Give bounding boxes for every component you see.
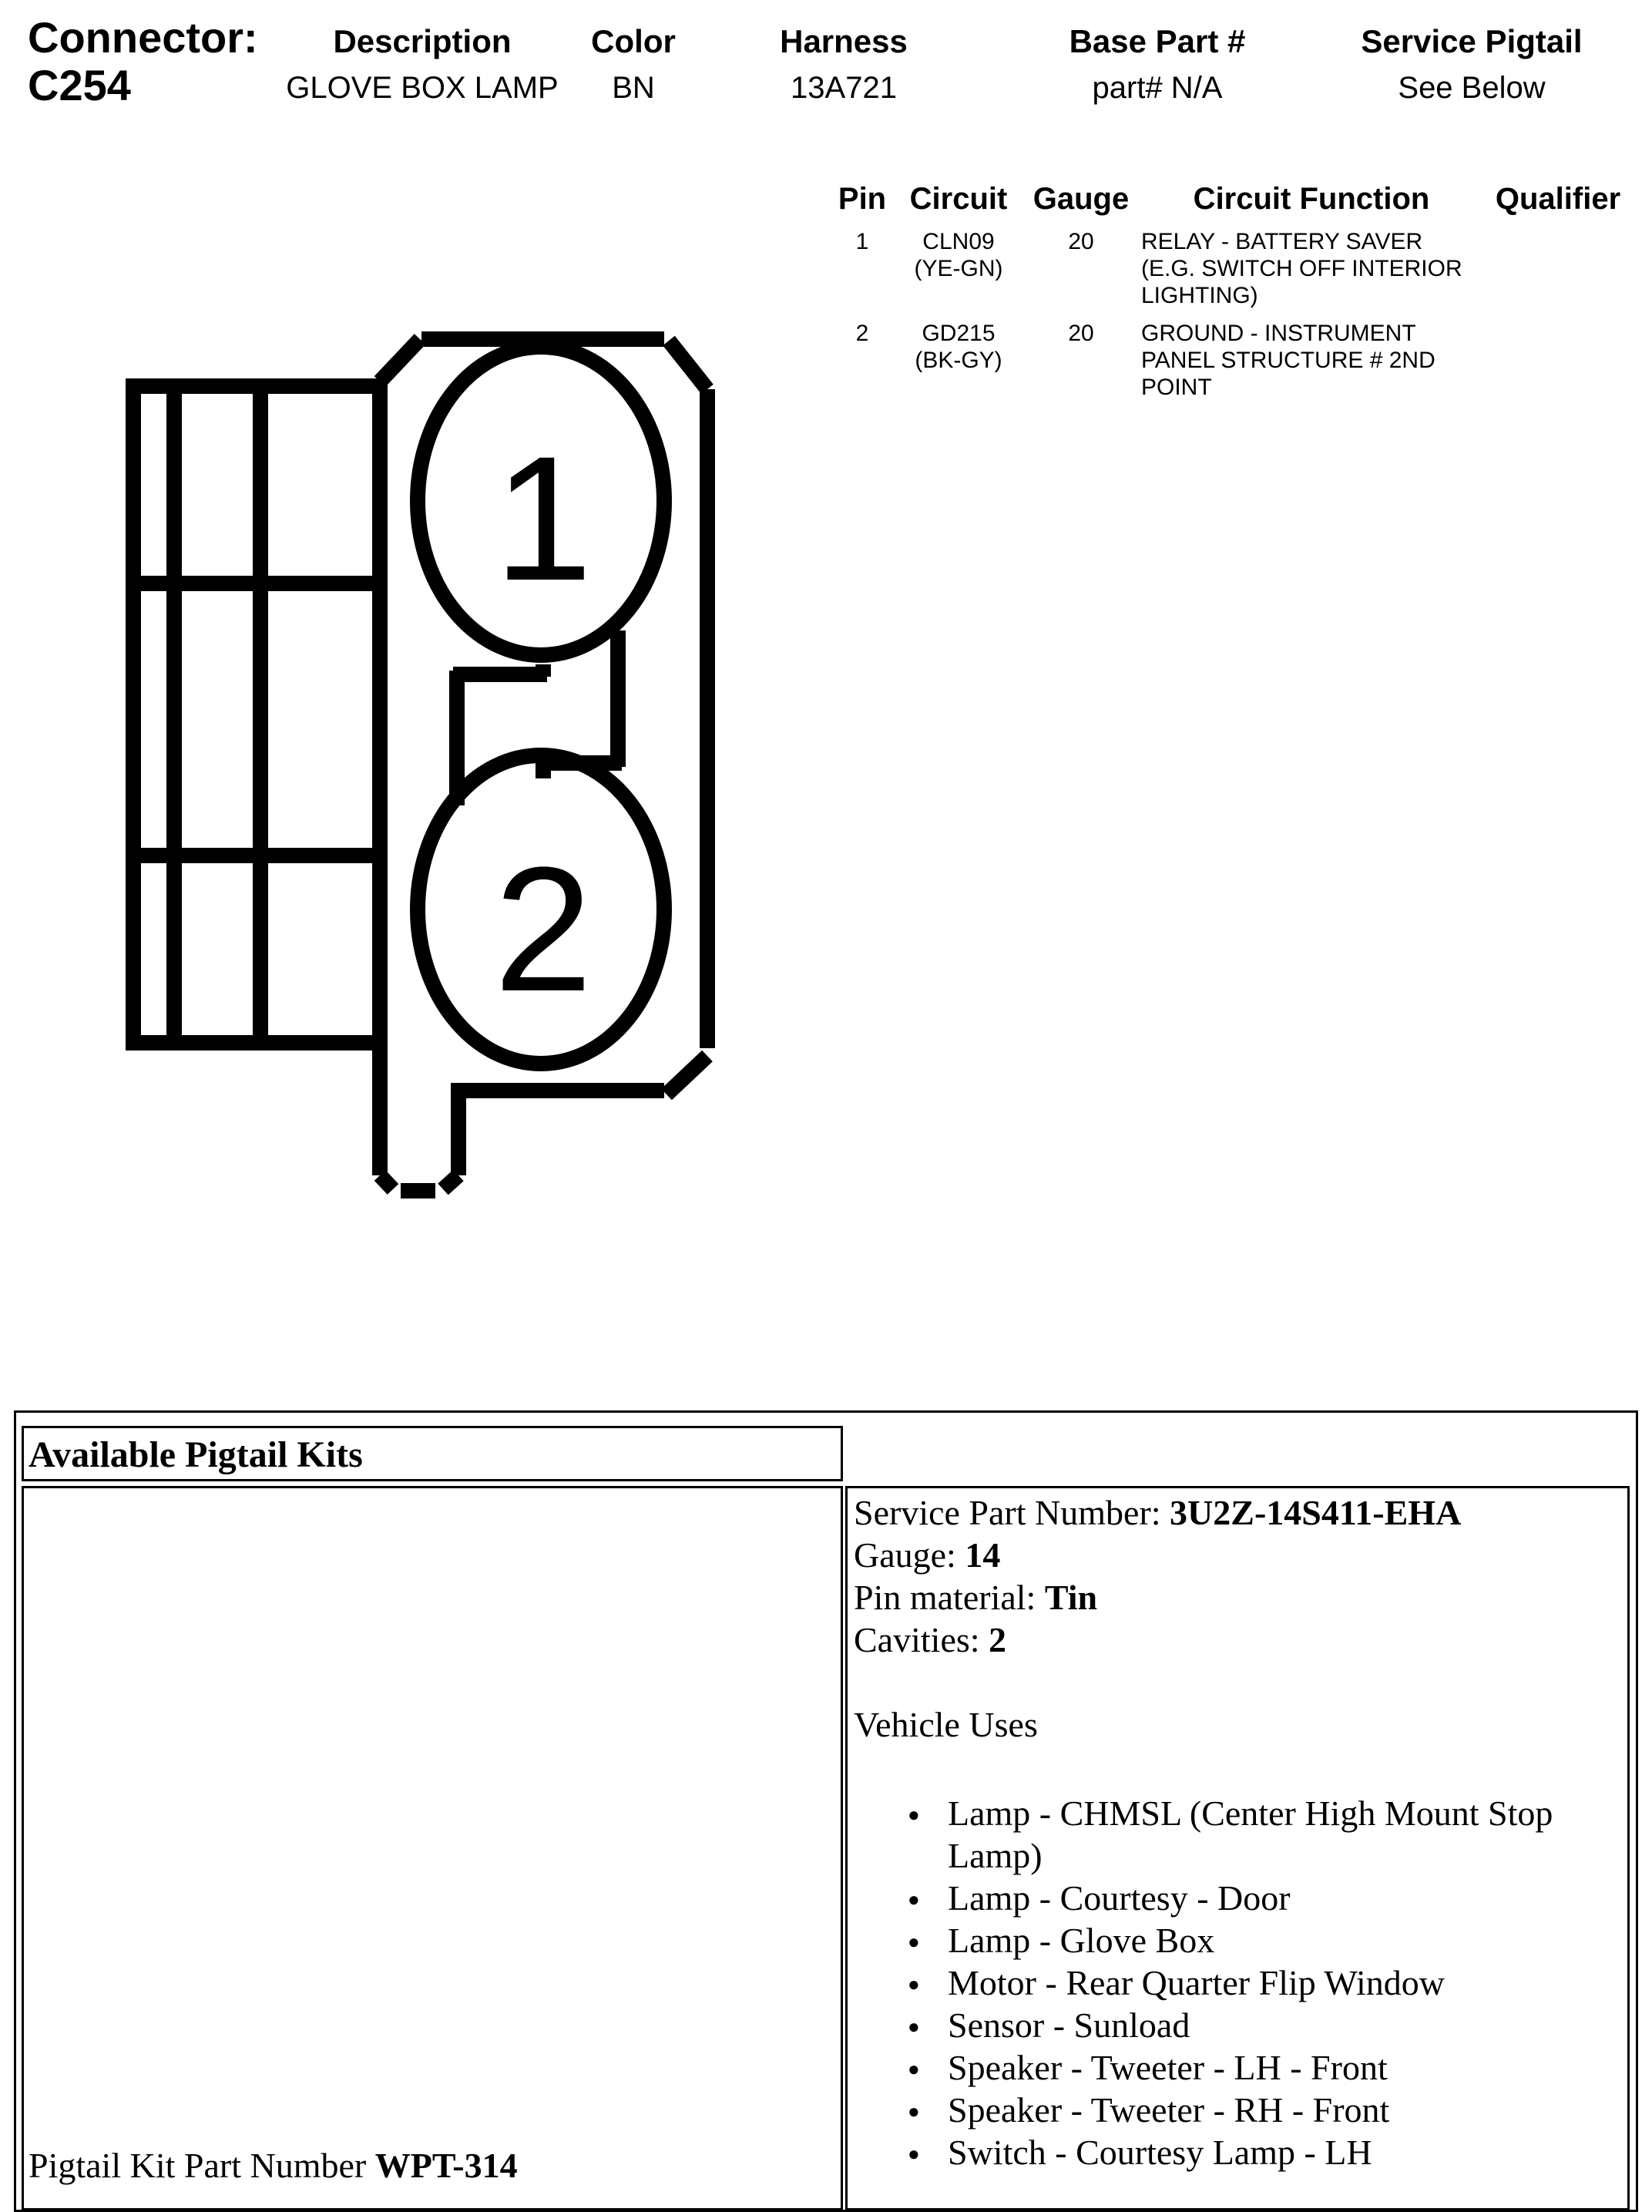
circuit-function: [1141, 320, 1435, 401]
service-pigtail-header: Service Pigtail: [1361, 23, 1583, 59]
cavities: Cavities: 2: [854, 1620, 1007, 1659]
color-header: Color: [591, 23, 676, 59]
wire-gauge: 20: [1068, 321, 1094, 346]
list-item: ● Speaker - Tweeter - RH - Front: [948, 2089, 1626, 2131]
color-value: BN: [612, 71, 655, 105]
pin-material: Pin material: Tin: [854, 1578, 1098, 1617]
pigtail-kit-cell: [22, 1486, 843, 2210]
description-header: Description: [333, 23, 512, 59]
list-item: ● Motor - Rear Quarter Flip Window: [948, 1962, 1626, 2004]
harness-value: 13A721: [791, 71, 897, 105]
kit-number: WPT-314: [374, 2146, 518, 2185]
connector-label: Connector:: [28, 13, 258, 62]
qualifier-column-header: Qualifier: [1495, 182, 1621, 216]
service-pigtail-value: See Below: [1398, 71, 1546, 105]
pin-cavity-label: 2: [494, 830, 593, 1028]
list-item: ● Switch - Courtesy Lamp - LH: [948, 2131, 1626, 2173]
circuit-function-line: PANEL STRUCTURE # 2ND: [1141, 348, 1435, 373]
vehicle-uses-label: Vehicle Uses: [854, 1705, 1038, 1744]
connector-rib-section: [126, 386, 380, 1043]
list-item: ● Sensor - Sunload: [948, 2004, 1626, 2046]
wire-gauge: 20: [1068, 229, 1094, 254]
base-part-header: Base Part #: [1069, 23, 1246, 59]
pigtail-kit-part-number: [29, 2145, 518, 2186]
vehicle-uses-list: [854, 1792, 1626, 2173]
circuit-column-header: Circuit: [909, 182, 1008, 216]
circuit-function-line: RELAY - BATTERY SAVER: [1141, 229, 1423, 254]
circuit-code: GD215: [922, 321, 996, 346]
base-part-value: part# N/A: [1092, 71, 1223, 105]
harness-header: Harness: [780, 23, 908, 59]
service-part-number: Service Part Number: 3U2Z-14S411-EHA: [854, 1493, 1462, 1532]
list-item: ● Lamp - Glove Box: [948, 1919, 1626, 1962]
circuit-function: [1141, 228, 1462, 309]
connector-id: C254: [28, 61, 131, 109]
pigtail-details-cell: [845, 1486, 1630, 2210]
gauge: Gauge: 14: [854, 1535, 1001, 1575]
pin-column-header: Pin: [838, 182, 887, 216]
circuit-color: (YE-GN): [914, 256, 1003, 281]
list-item: ● Lamp - Courtesy - Door: [948, 1877, 1626, 1919]
description-value: GLOVE BOX LAMP: [286, 71, 559, 105]
function-column-header: Circuit Function: [1193, 182, 1430, 216]
pin-number: 2: [855, 321, 869, 346]
gauge-column-header: Gauge: [1032, 182, 1130, 216]
circuit-function-line: LIGHTING): [1141, 283, 1258, 308]
circuit-color: (BK-GY): [915, 348, 1002, 373]
pin-cavity-label: 1: [494, 419, 593, 617]
kit-label: Pigtail Kit Part Number: [29, 2146, 375, 2185]
pigtail-details: [854, 1491, 1624, 2173]
pigtail-title-cell: [22, 1426, 843, 1481]
circuit-function-line: POINT: [1141, 375, 1212, 400]
circuit-function-line: GROUND - INSTRUMENT: [1141, 321, 1416, 346]
connector-face-diagram: [0, 0, 771, 1233]
circuit-function-line: (E.G. SWITCH OFF INTERIOR: [1141, 256, 1462, 281]
list-item: ● Speaker - Tweeter - LH - Front: [948, 2046, 1626, 2089]
list-item: ● Lamp - CHMSL (Center High Mount Stop Lamp): [948, 1792, 1626, 1877]
circuit-code: CLN09: [922, 229, 995, 254]
pin-number: 1: [855, 229, 869, 254]
pigtail-title: Available Pigtail Kits: [29, 1434, 363, 1475]
